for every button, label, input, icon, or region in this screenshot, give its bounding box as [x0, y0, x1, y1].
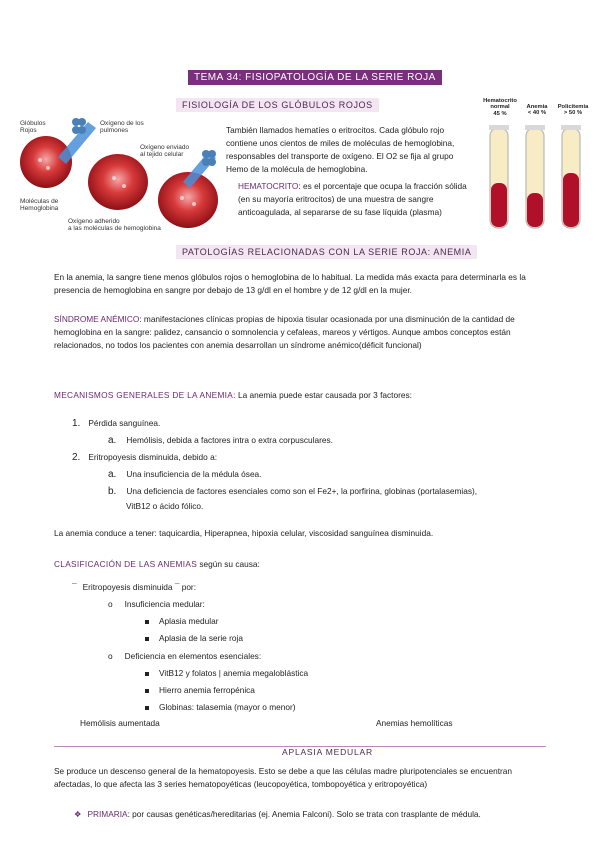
item-text: Una insuficiencia de la médula ósea. [126, 469, 262, 479]
mecanismos-text: La anemia puede estar causada por 3 factores: [235, 390, 412, 400]
tube2-name: Anemia [526, 104, 548, 110]
label-moleculas-hemoglobina: Moléculas de Hemoglobina [20, 198, 59, 213]
list-item [108, 598, 205, 611]
item-text: Deficiencia en elementos esenciales: [124, 651, 262, 661]
square-bullet-icon [145, 706, 149, 710]
tube3-name: Policitemia [557, 104, 589, 110]
list-item [145, 667, 308, 680]
tube-3-cap [561, 125, 581, 130]
square-bullet-icon [145, 689, 149, 693]
tube2-label [520, 104, 554, 117]
primaria-item [74, 808, 481, 821]
list-item [72, 450, 217, 466]
circle-bullet: o [108, 599, 113, 609]
tube2-value: < 40 % [527, 110, 547, 117]
hematocrit-tubes [480, 96, 592, 234]
intro-paragraph: También llamados hematíes o eritrocitos. Cada glóbulo rojo contiene unos cientos de miles de moléculas de hemoglobina, responsables del transporte de oxígeno. El O2 se fija al grupo Hemo de la molécula de hemoglobina. [226, 125, 455, 174]
circle-bullet: o [108, 651, 113, 661]
tube1-name: Hematocrito normal [483, 98, 517, 111]
item-text: Eritropoyesis disminuida ¯ por: [82, 582, 197, 592]
clasificacion-text: según su causa: [197, 559, 260, 569]
list-item [108, 467, 261, 483]
anemia-intro: En la anemia, la sangre tiene menos glóbulos rojos o hemoglobina de lo habitual. La medida más exacta para determinarla es la presencia de hemoglobina en sangre por debajo de 13 g/dl en el hombre y de 12 g/dl en la mujer. [54, 272, 526, 295]
hematocrito-paragraph [238, 180, 476, 219]
primaria-term: PRIMARIA [87, 809, 128, 819]
list-item [72, 416, 160, 432]
tube-1-cap [489, 125, 509, 130]
item-text: Una deficiencia de factores esenciales como son el Fe2+, la porfirina, globinas (portalasemias), [126, 486, 478, 496]
hematocrito-term: HEMATOCRITO [238, 181, 299, 191]
mecanismos-heading [54, 389, 532, 402]
anemias-hemoliticas: Anemias hemolíticas [376, 718, 453, 728]
label-oxigeno-adherido: Oxígeno adherido a las moléculas de hemoglobina [68, 218, 161, 233]
rbc-illustration [18, 112, 223, 234]
sindrome-anemico-paragraph [54, 313, 532, 352]
primaria-text: : por causas genéticas/hereditarias (ej. Anemia Falconi). Solo se trata con trasplante de médula. [127, 809, 481, 819]
item-text: Eritropoyesis disminuida, debido a: [88, 452, 218, 462]
item-letter: b. [108, 486, 117, 497]
section-title-physiology: FISIOLOGÍA DE LOS GLÓBULOS ROJOS [176, 98, 379, 112]
red-cell-2 [88, 154, 148, 210]
label-oxigeno-tejido: Oxígeno enviado al tejido celular [140, 144, 190, 159]
list-item [145, 684, 255, 697]
square-bullet-icon [145, 620, 149, 624]
item-number: 2. [72, 452, 81, 463]
list-item [145, 632, 243, 645]
tubes-svg [480, 124, 592, 234]
label-globulos-rojos: Glóbulos Rojos [20, 120, 46, 135]
label-oxigeno-pulmones: Oxígeno de los pulmones [100, 120, 144, 135]
section-title-anemia: PATOLOGÍAS RELACIONADAS CON LA SERIE ROJA: ANEMIA [176, 245, 477, 259]
clasificacion-term: CLASIFICACIÓN DE LAS ANEMIAS [54, 559, 198, 569]
item-text: Aplasia medular [159, 616, 219, 626]
list-item [72, 581, 196, 594]
item-number: 1. [72, 418, 81, 429]
list-item [145, 701, 296, 714]
tube-3-blood-fill [563, 173, 579, 227]
list-item [145, 615, 219, 628]
item-text: Hemólisis, debida a factores intra o extra corpusculares. [126, 435, 333, 445]
item-text: Pérdida sanguínea. [88, 418, 161, 428]
list-item [108, 650, 261, 663]
sindrome-text: : manifestaciones clínicas propias de hipoxia tisular ocasionada por una disminución de la cantidad de hemoglobina en la sangre: palidez, cansancio o somnolencia y cefaleas, mareos y vértigos. Aunque ambos conceptos están relacionados, no todos los pacientes con anemia desarrollan un síndrome anémico(déficit funcional) [54, 314, 515, 350]
aplasia-paragraph: Se produce un descenso general de la hematopoyesis. Esto se debe a que las células madre pluripotenciales se encuentran afectadas, lo que afecta las 3 series hematopoyéticas (leucopoyética, tombopoyética y eritropoyética) [54, 766, 513, 789]
hemolisis-aumentada: Hemólisis aumentada [80, 718, 160, 728]
item-text: Hierro anemia ferropénica [159, 685, 255, 695]
list-item [108, 484, 477, 500]
tube1-label [480, 98, 520, 117]
list-item [108, 433, 333, 449]
diamond-bullet-icon: ❖ [74, 809, 82, 819]
item-text: Aplasia de la serie roja [159, 633, 243, 643]
tube3-value: > 50 % [563, 110, 583, 117]
tube1-value: 45 % [493, 110, 507, 117]
mecanismos-term: MECANISMOS GENERALES DE LA ANEMIA: [54, 390, 236, 400]
oxygen-molecules-1 [72, 118, 86, 134]
item-letter: a. [108, 469, 117, 480]
item-text: Insuficiencia medular: [124, 599, 205, 609]
sindrome-term: SÍNDROME ANÉMICO [54, 314, 140, 324]
tube3-label [554, 104, 592, 117]
item-text: Globinas: talasemia (mayor o menor) [159, 702, 296, 712]
tube-2-cap [525, 125, 545, 130]
hematocrito-text: : es el porcentaje que ocupa la fracción sólida (en su mayoría eritrocitos) de una muestra de sangre anticoagulada, al separarse de su fase líquida (plasma) [238, 181, 467, 217]
square-bullet-icon [145, 637, 149, 641]
tube-2-blood-fill [527, 193, 543, 227]
item-letter: a. [108, 435, 117, 446]
bullet-mark: ¯ [72, 582, 77, 592]
tube-1-blood-fill [491, 183, 507, 227]
topic-title: TEMA 34: FISIOPATOLOGÍA DE LA SERIE ROJA [188, 70, 442, 85]
item-text-continuation: VitB12 o ácido fólico. [126, 501, 204, 511]
section-title-aplasia: APLASIA MEDULAR [282, 747, 373, 757]
square-bullet-icon [145, 672, 149, 676]
anemia-consequences: La anemia conduce a tener: taquicardia, Hiperapnea, hipoxia celular, viscosidad sanguínea disminuida. [54, 528, 434, 538]
clasificacion-heading [54, 558, 260, 571]
item-text: VitB12 y folatos | anemia megaloblástica [159, 668, 309, 678]
